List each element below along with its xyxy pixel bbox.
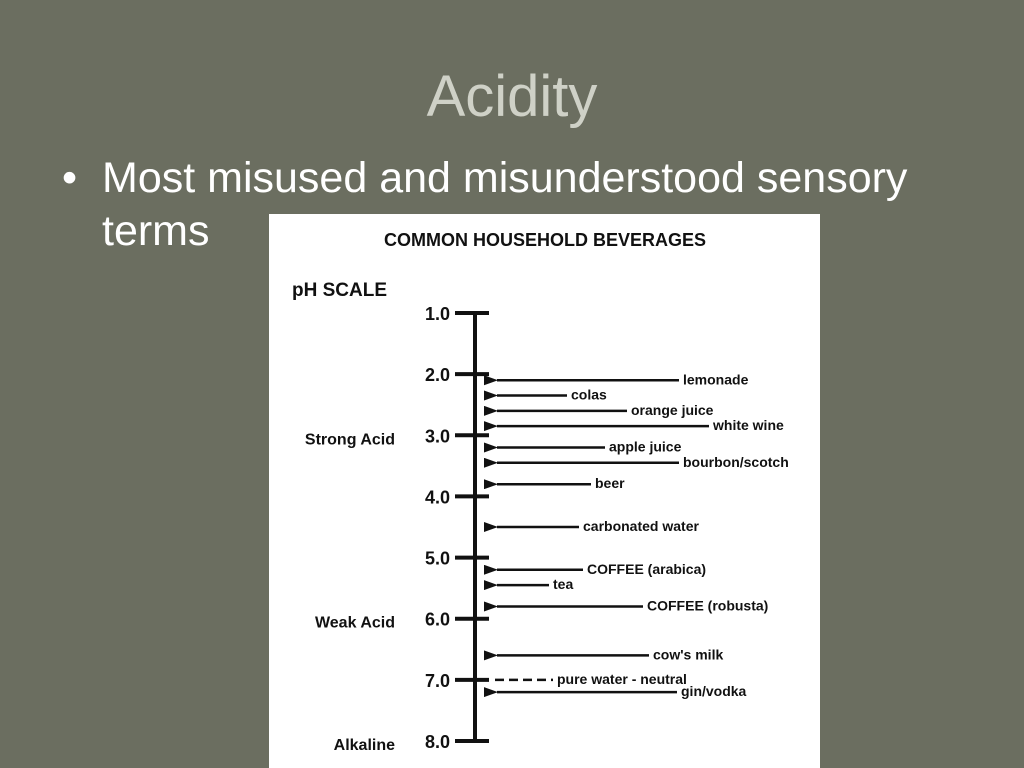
tick-label: 1.0: [424, 304, 450, 324]
tick-label: 5.0: [424, 548, 450, 569]
ph-scale-diagram: [269, 214, 820, 768]
region-label: Strong Acid: [304, 431, 395, 449]
beverage-label: colas: [571, 386, 607, 403]
bullet-text: Most misused and misunderstood sensory terms: [102, 154, 908, 255]
beverage-label: orange juice: [631, 401, 714, 418]
tick-label: 8.0: [424, 732, 450, 752]
beverage-label: gin/vodka: [681, 683, 747, 700]
slide-title: Acidity: [426, 64, 598, 129]
beverage-label: cow's milk: [653, 646, 724, 663]
scale-title: pH SCALE: [292, 280, 387, 301]
beverage-label: lemonade: [683, 371, 749, 388]
region-label: Alkaline: [333, 737, 395, 754]
tick-label: 4.0: [424, 487, 450, 508]
tick-label: 7.0: [424, 670, 450, 691]
ph-scale-figure: [269, 214, 820, 768]
beverage-label: bourbon/scotch: [683, 453, 789, 470]
beverage-label: white wine: [713, 417, 784, 434]
beverage-label: carbonated water: [583, 518, 699, 534]
beverage-label: COFFEE (arabica): [587, 560, 707, 577]
tick-label: 6.0: [424, 609, 450, 630]
bullet-marker: •: [62, 154, 78, 202]
figure-heading: COMMON HOUSEHOLD BEVERAGES: [383, 230, 707, 250]
beverage-label: pure water - neutral: [557, 670, 687, 687]
beverage-label: COFFEE (robusta): [647, 597, 769, 614]
tick-label: 2.0: [424, 365, 450, 386]
ph-ticks: [425, 304, 489, 752]
acidity-regions: [305, 431, 395, 754]
tick-label: 3.0: [424, 426, 450, 447]
region-label: Weak Acid: [314, 614, 395, 632]
beverage-label: apple juice: [609, 438, 682, 455]
beverage-label: beer: [595, 475, 625, 492]
beverage-markers: [495, 371, 789, 699]
beverage-label: tea: [553, 576, 574, 593]
